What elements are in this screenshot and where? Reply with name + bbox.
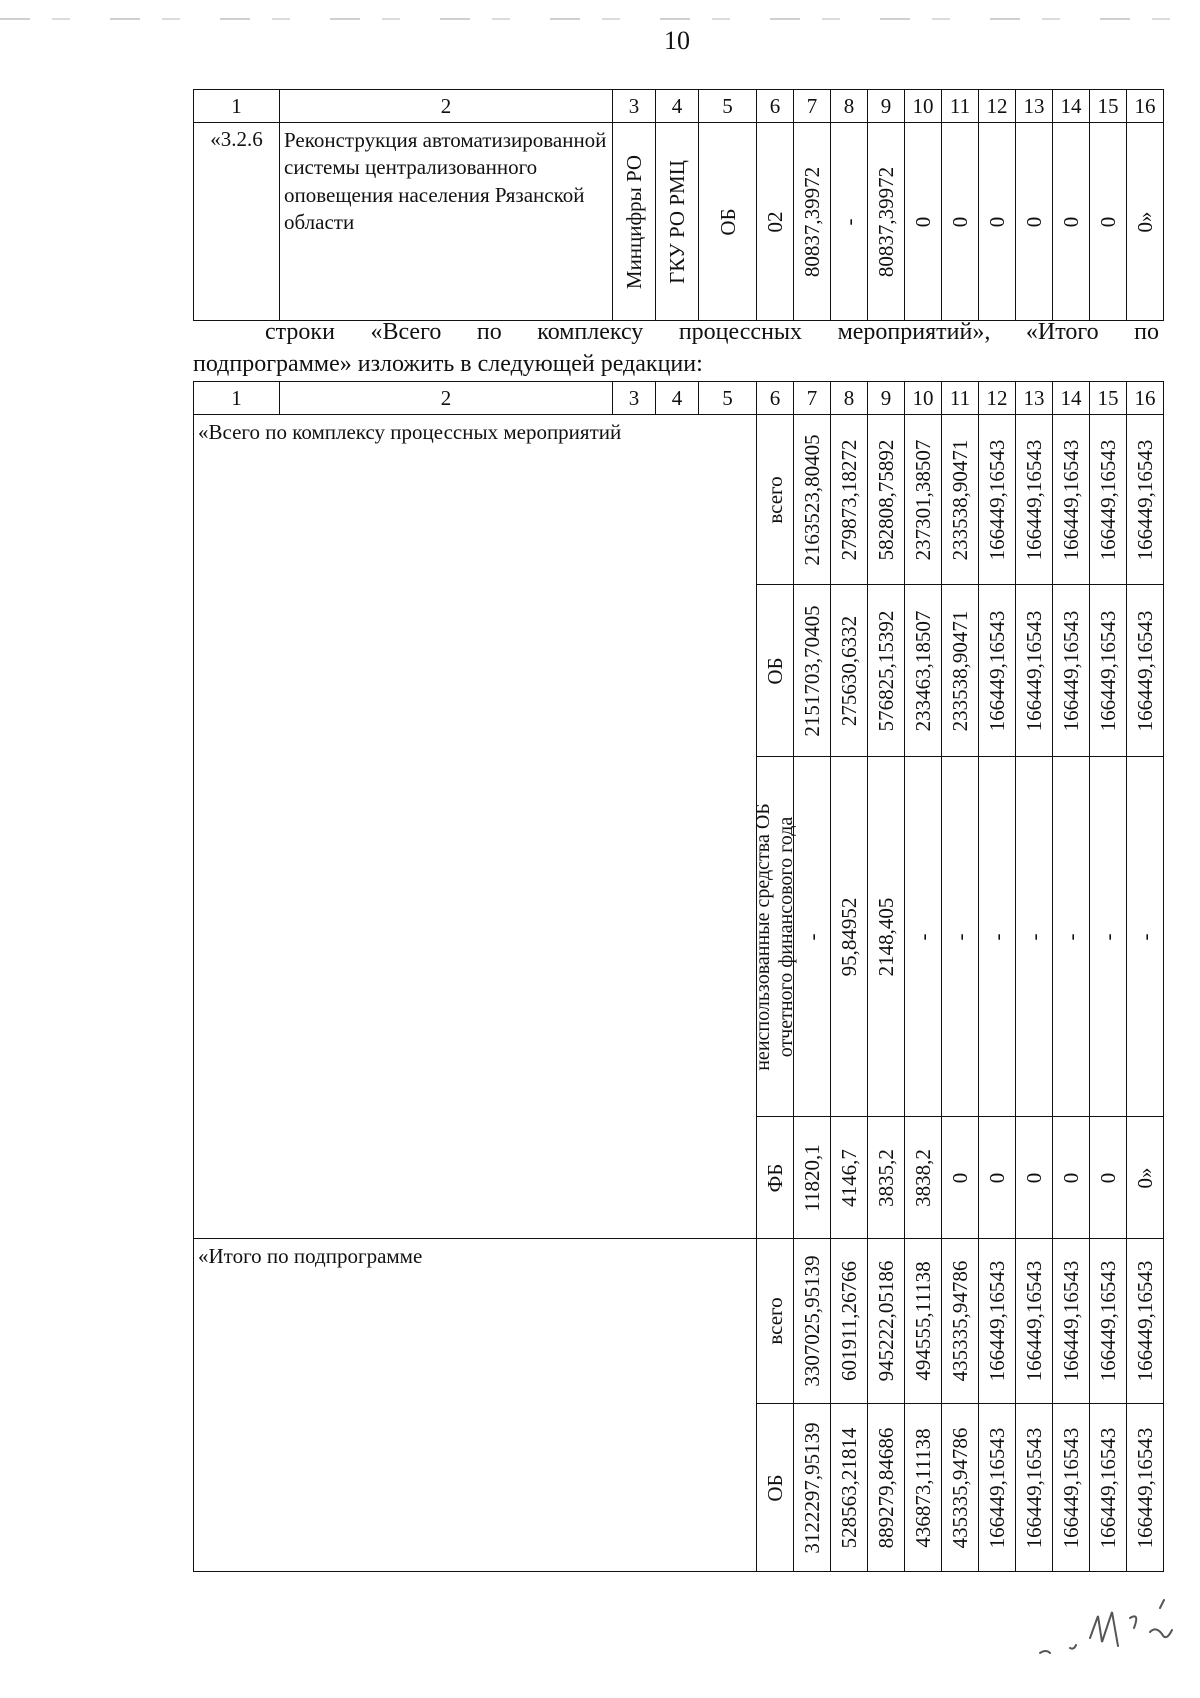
column-number-cell: 9 — [868, 382, 905, 415]
value-cell: 166449,16543 — [1058, 1260, 1083, 1382]
value-cell: 889279,84686 — [873, 1427, 898, 1548]
row-name: Реконструкция автоматизированной системы централизованного оповещения населения Рязанской области — [280, 123, 613, 321]
column-number-cell: 12 — [979, 382, 1016, 415]
source-cell: всего — [762, 475, 787, 524]
row-3-2-6 — [194, 123, 1164, 321]
column-number-cell: 13 — [1016, 382, 1053, 415]
value-cell: 95,84952 — [836, 897, 861, 976]
column-number-cell: 5 — [699, 382, 757, 415]
participant-cell: ГКУ РО РМЦ — [664, 159, 689, 284]
column-number-cell: 5 — [699, 90, 757, 123]
value-cell: 166449,16543 — [1095, 1427, 1120, 1548]
column-number-cell: 8 — [831, 90, 868, 123]
value-cell: 0 — [947, 1172, 972, 1183]
column-number-cell: 12 — [979, 90, 1016, 123]
value-cell: 0 — [947, 216, 972, 227]
column-number-cell: 4 — [656, 382, 699, 415]
column-number-cell: 10 — [905, 90, 942, 123]
scan-noise-line — [0, 18, 1200, 20]
column-number-cell: 3 — [613, 382, 656, 415]
table-lower — [193, 381, 1164, 1572]
value-cell: 576825,15392 — [873, 610, 898, 731]
source-cell: ОБ — [715, 207, 740, 236]
value-cell: 166449,16543 — [1021, 439, 1046, 560]
value-cell: 0 — [1058, 216, 1083, 227]
value-cell: 80837,39972 — [873, 166, 898, 277]
executor-cell: Минцифры РО — [621, 154, 646, 289]
column-number-cell: 3 — [613, 90, 656, 123]
column-number-cell: 9 — [868, 90, 905, 123]
value-cell: - — [1058, 933, 1083, 940]
value-cell: 233538,90471 — [947, 439, 972, 560]
value-cell: - — [984, 933, 1009, 940]
value-cell: 166449,16543 — [1058, 439, 1083, 560]
value-cell: 237301,38507 — [910, 439, 935, 560]
signature-scribble — [960, 1568, 1200, 1678]
value-cell: 3835,2 — [873, 1148, 898, 1207]
source-cell: ФБ — [762, 1163, 787, 1192]
column-number-cell: 1 — [194, 382, 280, 415]
paragraph-line-1: строки «Всего по комплексу процессных мероприятий», «Итого по — [265, 319, 1159, 345]
value-cell: - — [910, 933, 935, 940]
value-cell: 166449,16543 — [984, 1427, 1009, 1548]
value-cell: 166449,16543 — [1021, 1427, 1046, 1548]
subprogram-row-vsego — [194, 1239, 1164, 1404]
value-cell: - — [1021, 933, 1046, 940]
column-number-cell: 15 — [1090, 90, 1127, 123]
col6-cell: 02 — [762, 211, 787, 232]
column-number-cell: 1 — [194, 90, 280, 123]
value-cell: 436873,11138 — [910, 1427, 935, 1548]
value-cell: 166449,16543 — [1021, 610, 1046, 731]
subprogram-block-title: «Итого по подпрограмме — [194, 1239, 757, 1572]
value-cell: 233463,18507 — [910, 610, 935, 731]
total-row-vsego — [194, 415, 1164, 585]
value-cell: 166449,16543 — [1095, 610, 1120, 731]
value-cell: 582808,75892 — [873, 439, 898, 560]
value-cell: 166449,16543 — [1095, 1260, 1120, 1382]
column-number-cell: 15 — [1090, 382, 1127, 415]
value-cell: 0 — [1058, 1172, 1083, 1183]
column-number-cell: 6 — [757, 90, 794, 123]
column-number-cell: 7 — [794, 90, 831, 123]
value-cell: - — [947, 933, 972, 940]
value-cell: 279873,18272 — [836, 439, 861, 560]
column-number-row — [194, 382, 1164, 415]
column-number-cell: 16 — [1127, 90, 1164, 123]
column-number-cell: 16 — [1127, 382, 1164, 415]
column-number-cell: 8 — [831, 382, 868, 415]
value-cell: 166449,16543 — [1021, 1260, 1046, 1382]
value-cell: 3838,2 — [910, 1148, 935, 1207]
column-number-cell: 10 — [905, 382, 942, 415]
value-cell: 166449,16543 — [984, 1260, 1009, 1382]
column-number-cell: 14 — [1053, 382, 1090, 415]
value-cell: 0 — [984, 216, 1009, 227]
value-cell: 11820,1 — [799, 1143, 824, 1212]
column-number-cell: 6 — [757, 382, 794, 415]
value-cell: 435335,94786 — [947, 1427, 972, 1548]
value-cell: 2163523,80405 — [799, 433, 824, 566]
row-code: «3.2.6 — [194, 123, 280, 321]
source-cell: всего — [762, 1297, 787, 1345]
column-number-cell: 7 — [794, 382, 831, 415]
value-cell: 0 — [984, 1172, 1009, 1183]
value-cell: 166449,16543 — [1132, 1427, 1157, 1548]
paragraph-line-2: подпрограмме» изложить в следующей редакции: — [193, 351, 703, 377]
value-cell: 233538,90471 — [947, 610, 972, 731]
source-cell: ОБ — [762, 656, 787, 685]
value-cell: 945222,05186 — [873, 1260, 898, 1382]
value-cell: 0 — [910, 216, 935, 227]
value-cell: 0 — [1021, 1172, 1046, 1183]
value-cell: 80837,39972 — [799, 166, 824, 277]
column-number-row — [194, 90, 1164, 123]
value-cell: - — [1095, 933, 1120, 940]
source-cell: ОБ — [762, 1473, 787, 1502]
column-number-cell: 4 — [656, 90, 699, 123]
source-cell: неиспользованные средства ОБ отчетного финансового года — [752, 802, 797, 1071]
value-cell: - — [1132, 933, 1157, 940]
value-cell: 2151703,70405 — [799, 604, 824, 737]
value-cell: 3122297,95139 — [799, 1421, 824, 1554]
value-cell: 0 — [1021, 216, 1046, 227]
column-number-cell: 2 — [280, 90, 613, 123]
total-block-title: «Всего по комплексу процессных мероприятий — [194, 415, 757, 1239]
value-cell: 4146,7 — [836, 1148, 861, 1207]
value-cell: 166449,16543 — [1132, 610, 1157, 731]
value-cell: 2148,405 — [873, 897, 898, 976]
column-number-cell: 13 — [1016, 90, 1053, 123]
value-cell: 0 — [1095, 1172, 1120, 1183]
value-cell: 166449,16543 — [1095, 439, 1120, 560]
table-upper — [193, 89, 1164, 321]
value-cell: 3307025,95139 — [799, 1255, 824, 1387]
value-cell: 0» — [1132, 1167, 1157, 1188]
value-cell: - — [836, 218, 861, 225]
column-number-cell: 2 — [280, 382, 613, 415]
value-cell: 166449,16543 — [1132, 439, 1157, 560]
column-number-cell: 11 — [942, 382, 979, 415]
value-cell: 166449,16543 — [984, 439, 1009, 560]
value-cell: 166449,16543 — [1058, 1427, 1083, 1548]
value-cell: 166449,16543 — [1058, 610, 1083, 731]
signature-stroke — [1040, 1600, 1172, 1653]
column-number-cell: 14 — [1053, 90, 1090, 123]
column-number-cell: 11 — [942, 90, 979, 123]
value-cell: - — [799, 933, 824, 940]
value-cell: 0 — [1095, 216, 1120, 227]
value-cell: 0» — [1132, 211, 1157, 232]
page-number: 10 — [664, 26, 690, 55]
value-cell: 435335,94786 — [947, 1260, 972, 1382]
value-cell: 166449,16543 — [984, 610, 1009, 731]
value-cell: 494555,11138 — [910, 1261, 935, 1381]
value-cell: 166449,16543 — [1132, 1260, 1157, 1382]
value-cell: 275630,6332 — [836, 615, 861, 726]
value-cell: 601911,26766 — [836, 1261, 861, 1381]
value-cell: 528563,21814 — [836, 1427, 861, 1548]
